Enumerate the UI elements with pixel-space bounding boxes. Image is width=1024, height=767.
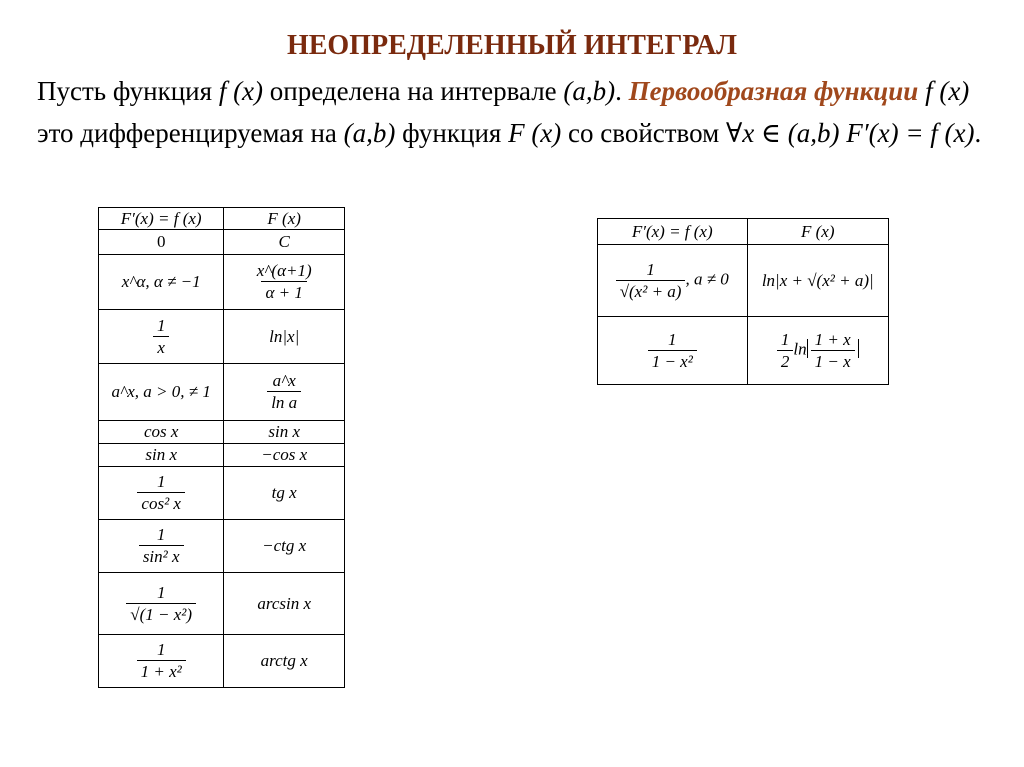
denominator: √(x² + a) (616, 280, 686, 302)
fraction (811, 330, 855, 371)
table-row (598, 245, 889, 317)
cell-f (99, 520, 224, 573)
table-row (99, 635, 345, 688)
header-antiderivative: F (x) (224, 208, 345, 230)
fraction (648, 330, 697, 371)
header-derivative: F′(x) = f (x) (99, 208, 224, 230)
cell-f (99, 467, 224, 520)
cell-f: sin x (99, 444, 224, 467)
denominator: ln a (267, 391, 301, 413)
intro-F: F (x) (508, 118, 562, 148)
numerator: 1 (646, 259, 655, 279)
ln-label: ln (793, 339, 807, 359)
intro-text-1: Пусть функция (37, 76, 219, 106)
fraction (139, 525, 184, 566)
cell-f: a^x, a > 0, ≠ 1 (99, 364, 224, 421)
cell-F (224, 364, 345, 421)
intro-property: ∀x ∈ (a,b) F′(x) = f (x) (725, 118, 975, 148)
cell-f (598, 245, 748, 317)
intro-interval: (a,b) (563, 76, 616, 106)
fraction (616, 260, 686, 301)
coefficient (777, 330, 794, 371)
denominator: x (153, 336, 169, 358)
fraction (126, 583, 196, 624)
cell-F: tg x (224, 467, 345, 520)
numerator: 1 (780, 329, 790, 349)
numerator: 1 (156, 582, 166, 602)
intro-paragraph (37, 70, 987, 154)
numerator: 1 (156, 315, 166, 335)
cell-f (598, 317, 748, 385)
numerator: x^(α+1) (256, 261, 312, 281)
cell-f: 0 (99, 230, 224, 255)
denominator: 1 − x² (648, 350, 697, 372)
cell-F: −ctg x (224, 520, 345, 573)
denominator: α + 1 (261, 281, 306, 303)
page-title: НЕОПРЕДЕЛЕННЫЙ ИНТЕГРАЛ (286, 30, 738, 61)
intro-text-4: это дифференцируемая на (37, 118, 344, 148)
numerator: 1 (156, 472, 166, 492)
cell-F: C (224, 230, 345, 255)
fraction (267, 371, 301, 412)
cell-f (99, 635, 224, 688)
table-row (99, 230, 345, 255)
table-row (99, 444, 345, 467)
header-derivative: F′(x) = f (x) (598, 219, 748, 245)
denominator: 1 + x² (137, 660, 186, 682)
table-row (99, 520, 345, 573)
fraction (253, 261, 316, 302)
numerator: 1 (156, 525, 166, 545)
condition: , a ≠ 0 (685, 269, 729, 289)
fraction (153, 316, 170, 357)
cell-F (224, 255, 345, 310)
intro-text-7: . (974, 118, 982, 148)
table-row (99, 255, 345, 310)
table-row (99, 467, 345, 520)
table-header-row (598, 219, 889, 245)
table-header-row (99, 208, 345, 230)
table-row (99, 421, 345, 444)
intro-text-5: функция (395, 118, 509, 148)
cell-F (747, 317, 889, 385)
denominator: sin² x (139, 545, 184, 567)
table-row (99, 364, 345, 421)
cell-F: sin x (224, 421, 345, 444)
cell-F: arcsin x (224, 573, 345, 635)
cell-f (99, 573, 224, 635)
denominator: cos² x (137, 492, 185, 514)
table-row (598, 317, 889, 385)
denominator: 2 (777, 350, 794, 372)
cell-f (99, 310, 224, 364)
cell-f: cos x (99, 421, 224, 444)
intro-interval-2: (a,b) (343, 118, 396, 148)
header-antiderivative: F (x) (747, 219, 889, 245)
fraction (137, 472, 185, 513)
cell-F: ln|x| (224, 310, 345, 364)
cell-F: arctg x (224, 635, 345, 688)
table-row (99, 310, 345, 364)
denominator: √(1 − x²) (126, 603, 196, 625)
numerator: 1 (156, 640, 166, 660)
numerator: 1 (668, 329, 677, 349)
denominator: 1 − x (811, 350, 855, 372)
fraction (137, 640, 186, 681)
absolute-value (807, 329, 859, 371)
intro-f-2: f (x) (925, 76, 970, 106)
cell-f: x^α, α ≠ −1 (99, 255, 224, 310)
intro-text-2: определена на интервале (263, 76, 564, 106)
intro-f: f (x) (218, 76, 264, 106)
intro-text-3: . (615, 76, 629, 106)
antiderivative-term: Первообразная функции (628, 76, 926, 106)
integral-table-extra (597, 218, 889, 385)
integral-table-basic (98, 207, 345, 688)
numerator: a^x (272, 371, 296, 391)
intro-text-6: со свойством (561, 118, 726, 148)
table-row (99, 573, 345, 635)
numerator: 1 + x (814, 329, 851, 349)
cell-F: ln|x + √(x² + a)| (747, 245, 889, 317)
cell-F: −cos x (224, 444, 345, 467)
